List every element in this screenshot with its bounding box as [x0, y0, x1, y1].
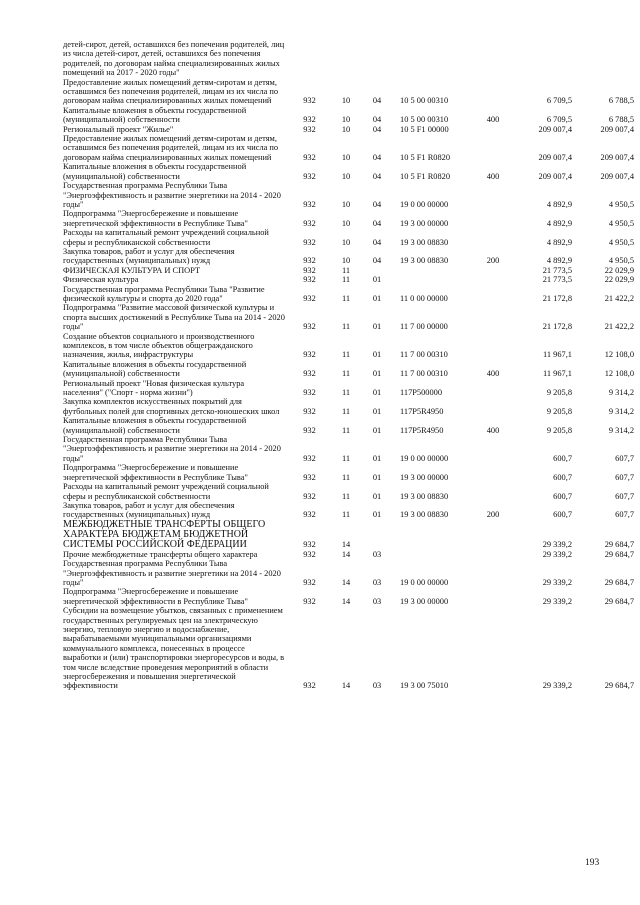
expense-type-code — [470, 228, 516, 247]
subsection-code: 04 — [372, 256, 382, 266]
amount-year-1: 4 892,9 — [546, 237, 572, 247]
expense-type-code: 400 — [486, 171, 500, 181]
subsection-code: 03 — [372, 549, 382, 559]
expense-type-code — [470, 303, 516, 331]
ministry-code: 932 — [303, 425, 316, 435]
amount-year-2: 9 314,2 — [608, 425, 634, 435]
row-name: детей-сирот, детей, оставшихся без попечения родителей, лиц из числа детей-сирот, детей, оставшихся без попечения родителей, по договорам найма специализированных жилых помещений на 2017 - 2020 годы" — [63, 40, 285, 78]
row-name: Государственная программа Республики Тыва "Энергоэффективность и развитие энергетики на 2014 - 2020 годы" — [63, 181, 281, 209]
ministry-code: 932 — [303, 596, 316, 606]
section-code: 11 — [341, 293, 351, 303]
subsection-code: 04 — [372, 152, 382, 162]
table-row — [63, 125, 634, 134]
amount-year-1: 9 205,8 — [546, 388, 572, 398]
target-article-code: 117P500000 — [400, 388, 443, 398]
table-row — [63, 228, 634, 247]
table-row — [63, 303, 634, 331]
ministry-code: 932 — [303, 322, 316, 332]
ministry-code: 932 — [303, 406, 316, 416]
target-article-code: 10 5 F1 R0820 — [400, 171, 451, 181]
ministry-code — [289, 40, 330, 78]
subsection-code: 01 — [372, 275, 382, 285]
amount-year-2: 4 950,5 — [608, 199, 634, 209]
expense-type-code — [470, 134, 516, 162]
amount-year-1: 4 892,9 — [546, 256, 572, 266]
expense-type-code — [470, 559, 516, 587]
subsection-code: 01 — [372, 293, 382, 303]
page-number: 193 — [585, 858, 600, 868]
expense-type-code — [470, 520, 516, 550]
ministry-code: 932 — [303, 293, 316, 303]
amount-year-2: 12 108,0 — [604, 350, 634, 360]
amount-year-1: 9 205,8 — [546, 425, 572, 435]
table-row — [63, 285, 634, 304]
section-code: 10 — [341, 152, 351, 162]
target-article-code: 19 3 00 00000 — [400, 218, 449, 228]
subsection-code: 01 — [372, 406, 382, 416]
amount-year-2: 29 684,7 — [604, 540, 634, 550]
amount-year-1: 209 007,4 — [538, 171, 572, 181]
target-article-code: 117P5R4950 — [400, 406, 444, 416]
section-code: 10 — [341, 237, 351, 247]
section-code: 14 — [341, 596, 351, 606]
row-name: Субсидии на возмещение убытков, связанных с применением государственных регулируемых цен на электрическую энергию, тепловую энергию и водоснабжение, вырабатываемыми муниципальными организациями коммунального комплекса, понесенных в процессе выработки и (или) транспортировки энергоресурсов и воды, в том числе вследствие проведения мероприятий в области энергосбережения и повышения энергетической эффективности — [63, 606, 285, 691]
amount-year-2: 4 950,5 — [608, 218, 634, 228]
ministry-code: 932 — [303, 388, 316, 398]
amount-year-2: 607,7 — [615, 510, 634, 520]
row-name: МЕЖБЮДЖЕТНЫЕ ТРАНСФЕРТЫ ОБЩЕГО ХАРАКТЕРА БЮДЖЕТАМ БЮДЖЕТНОЙ СИСТЕМЫ РОССИЙСКОЙ ФЕДЕРАЦИИ — [63, 518, 266, 550]
table-row — [63, 520, 634, 550]
ministry-code: 932 — [303, 199, 316, 209]
section-code: 10 — [341, 199, 351, 209]
table-row — [63, 379, 634, 398]
table-row — [63, 266, 634, 275]
target-article-code: 11 7 00 00310 — [400, 350, 448, 360]
table-row — [63, 106, 634, 125]
amount-year-2: 4 950,5 — [608, 256, 634, 266]
amount-year-2: 6 788,5 — [608, 115, 634, 125]
amount-year-1: 600,7 — [553, 472, 572, 482]
amount-year-1: 29 339,2 — [542, 596, 572, 606]
row-name: Прочие межбюджетные трансферты общего характера — [63, 549, 258, 559]
section-code: 11 — [341, 406, 351, 416]
amount-year-2: 22 029,9 — [604, 275, 634, 285]
row-name: Расходы на капитальный ремонт учреждений социальной сферы и республиканской собственности — [63, 228, 269, 247]
expense-type-code — [470, 606, 516, 691]
target-article-code: 19 0 00 00000 — [400, 199, 449, 209]
amount-year-1: 11 967,1 — [542, 350, 572, 360]
row-name: Предоставление жилых помещений детям-сиротам и детям, оставшимся без попечения родителей, лицам из их числа по договорам найма специализированных жилых помещений — [63, 77, 279, 106]
subsection-code: 01 — [372, 322, 382, 332]
ministry-code: 932 — [303, 218, 316, 228]
row-name: Создание объектов социального и производственного комплексов, в том числе объектов общегражданского назначения, жилья, инфраструктуры — [63, 331, 255, 360]
table-row — [63, 181, 634, 209]
table-row — [63, 606, 634, 691]
ministry-code: 932 — [303, 265, 316, 275]
expense-type-code — [470, 209, 516, 228]
section-code: 11 — [341, 322, 351, 332]
subsection-code — [362, 520, 392, 550]
ministry-code: 932 — [303, 152, 316, 162]
subsection-code: 04 — [372, 237, 382, 247]
subsection-code: 04 — [372, 218, 382, 228]
budget-table-body — [63, 40, 634, 691]
table-row — [63, 416, 634, 435]
expense-type-code — [470, 78, 516, 106]
target-article-code: 19 3 00 00000 — [400, 472, 449, 482]
amount-year-1: 21 773,5 — [542, 265, 572, 275]
ministry-code: 932 — [303, 275, 316, 285]
amount-year-1: 11 967,1 — [542, 369, 572, 379]
row-name: Подпрограмма "Энергосбережение и повышение энергетической эффективности в Республике Тыва" — [63, 209, 248, 228]
amount-year-2: 6 788,5 — [608, 96, 634, 106]
target-article-code — [392, 266, 470, 275]
row-name: Расходы на капитальный ремонт учреждений социальной сферы и республиканской собственности — [63, 482, 269, 501]
expense-type-code — [470, 482, 516, 501]
section-code: 11 — [341, 275, 351, 285]
row-name: Физическая культура — [63, 275, 139, 285]
subsection-code: 01 — [372, 472, 382, 482]
row-name: Государственная программа Республики Тыва "Энергоэффективность и развитие энергетики на 2014 - 2020 годы" — [63, 559, 281, 587]
amount-year-1: 600,7 — [553, 491, 572, 501]
subsection-code: 01 — [372, 388, 382, 398]
ministry-code: 932 — [303, 115, 316, 125]
target-article-code: 19 0 00 00000 — [400, 453, 449, 463]
budget-table — [63, 40, 634, 691]
table-row — [63, 501, 634, 520]
expense-type-code — [470, 435, 516, 463]
expense-type-code: 200 — [486, 256, 500, 266]
row-name: Подпрограмма "Развитие массовой физической культуры и спорта высших достижений в Республике Тыва на 2014 - 2020 годы" — [63, 303, 285, 332]
row-name: Государственная программа Республики Тыва "Развитие физической культуры и спорта до 2020 года" — [63, 284, 265, 303]
amount-year-2: 29 684,7 — [604, 549, 634, 559]
expense-type-code — [470, 275, 516, 284]
amount-year-1: 6 709,5 — [546, 115, 572, 125]
table-row — [63, 78, 634, 106]
amount-year-2: 29 684,7 — [604, 596, 634, 606]
row-name: Капитальные вложения в объекты государственной (муниципальной) собственности — [63, 162, 247, 181]
table-row — [63, 482, 634, 501]
amount-year-2: 22 029,9 — [604, 265, 634, 275]
row-name: Капитальные вложения в объекты государственной (муниципальной) собственности — [63, 359, 247, 379]
expense-type-code: 200 — [486, 510, 500, 520]
amount-year-1: 6 709,5 — [546, 96, 572, 106]
amount-year-2 — [572, 40, 634, 78]
ministry-code: 932 — [303, 472, 316, 482]
table-row — [63, 587, 634, 606]
subsection-code: 03 — [372, 681, 382, 691]
amount-year-2: 4 950,5 — [608, 237, 634, 247]
amount-year-2: 9 314,2 — [608, 388, 634, 398]
row-name: Предоставление жилых помещений детям-сиротам и детям, оставшимся без попечения родителей, лицам из их числа по договорам найма специализированных жилых помещений — [63, 134, 279, 162]
ministry-code: 932 — [303, 577, 316, 587]
target-article-code: 117P5R4950 — [400, 425, 444, 435]
amount-year-2: 209 007,4 — [600, 171, 634, 181]
ministry-code: 932 — [303, 96, 316, 106]
section-code: 11 — [341, 491, 351, 501]
subsection-code: 01 — [372, 369, 382, 379]
subsection-code: 01 — [372, 453, 382, 463]
target-article-code: 11 7 00 00000 — [400, 322, 448, 332]
section-code: 11 — [341, 453, 351, 463]
target-article-code — [392, 275, 470, 284]
expense-type-code — [470, 550, 516, 559]
row-name: Закупка комплектов искусственных покрытий для футбольных полей для спортивных детско-юношеских школ — [63, 397, 280, 416]
target-article-code: 19 0 00 00000 — [400, 577, 449, 587]
subsection-code: 01 — [372, 425, 382, 435]
subsection-code: 04 — [372, 115, 382, 125]
ministry-code: 932 — [303, 491, 316, 501]
target-article-code — [392, 550, 470, 559]
amount-year-2: 209 007,4 — [600, 152, 634, 162]
section-code: 10 — [341, 124, 351, 134]
amount-year-2: 607,7 — [615, 491, 634, 501]
row-name: Капитальные вложения в объекты государственной (муниципальной) собственности — [63, 105, 247, 125]
expense-type-code — [470, 332, 516, 360]
expense-type-code — [470, 181, 516, 209]
amount-year-1: 29 339,2 — [542, 577, 572, 587]
row-name: Закупка товаров, работ и услуг для обеспечения государственных (муниципальных) нужд — [63, 500, 235, 520]
ministry-code: 932 — [303, 540, 316, 550]
expense-type-code: 400 — [486, 115, 500, 125]
expense-type-code — [470, 587, 516, 606]
table-row — [63, 360, 634, 379]
section-code: 14 — [341, 540, 351, 550]
section-code: 11 — [341, 510, 351, 520]
amount-year-2: 9 314,2 — [608, 406, 634, 416]
section-code: 10 — [341, 218, 351, 228]
table-row — [63, 134, 634, 162]
target-article-code: 19 3 00 75010 — [400, 681, 449, 691]
amount-year-1: 600,7 — [553, 510, 572, 520]
amount-year-1: 29 339,2 — [542, 549, 572, 559]
subsection-code: 04 — [372, 199, 382, 209]
subsection-code: 03 — [372, 596, 382, 606]
amount-year-2: 607,7 — [615, 472, 634, 482]
section-code: 11 — [341, 425, 351, 435]
amount-year-1: 21 172,8 — [542, 322, 572, 332]
row-name: Капитальные вложения в объекты государственной (муниципальной) собственности — [63, 416, 247, 435]
amount-year-1: 9 205,8 — [546, 406, 572, 416]
amount-year-2: 29 684,7 — [604, 577, 634, 587]
amount-year-1: 209 007,4 — [538, 152, 572, 162]
subsection-code: 01 — [372, 510, 382, 520]
table-row — [63, 397, 634, 416]
section-code: 10 — [341, 256, 351, 266]
target-article-code: 19 3 00 08830 — [400, 256, 449, 266]
target-article-code: 10 5 F1 00000 — [400, 124, 449, 134]
target-article-code: 19 3 00 08830 — [400, 510, 449, 520]
amount-year-1: 29 339,2 — [542, 681, 572, 691]
amount-year-2: 209 007,4 — [600, 124, 634, 134]
subsection-code — [362, 266, 392, 275]
expense-type-code — [470, 379, 516, 398]
row-name: Региональный проект "Жилье" — [63, 124, 174, 134]
table-row — [63, 247, 634, 266]
amount-year-2: 29 684,7 — [604, 681, 634, 691]
expense-type-code — [470, 125, 516, 134]
subsection-code: 03 — [372, 577, 382, 587]
expense-type-code — [470, 285, 516, 304]
subsection-code — [362, 40, 392, 78]
amount-year-2: 21 422,2 — [604, 293, 634, 303]
amount-year-1: 4 892,9 — [546, 218, 572, 228]
ministry-code: 932 — [303, 369, 316, 379]
amount-year-1: 29 339,2 — [542, 540, 572, 550]
target-article-code: 11 0 00 00000 — [400, 293, 448, 303]
expense-type-code — [470, 463, 516, 482]
table-row — [63, 463, 634, 482]
section-code: 10 — [341, 96, 351, 106]
section-code: 11 — [341, 265, 351, 275]
target-article-code: 10 5 00 00310 — [400, 96, 449, 106]
target-article-code: 10 5 00 00310 — [400, 115, 449, 125]
row-name: ФИЗИЧЕСКАЯ КУЛЬТУРА И СПОРТ — [63, 265, 201, 275]
ministry-code: 932 — [303, 124, 316, 134]
table-row — [63, 40, 634, 78]
table-row — [63, 275, 634, 284]
ministry-code: 932 — [303, 681, 316, 691]
target-article-code: 11 7 00 00310 — [400, 369, 448, 379]
section-code: 10 — [341, 115, 351, 125]
amount-year-1: 4 892,9 — [546, 199, 572, 209]
section-code: 11 — [341, 350, 351, 360]
target-article-code — [392, 520, 470, 550]
section-code: 11 — [341, 388, 351, 398]
section-code: 14 — [341, 549, 351, 559]
target-article-code — [392, 40, 470, 78]
amount-year-1: 21 773,5 — [542, 275, 572, 285]
row-name: Подпрограмма "Энергосбережение и повышение энергетической эффективности в Республике Тыва" — [63, 463, 248, 482]
table-row — [63, 559, 634, 587]
expense-type-code — [470, 266, 516, 275]
amount-year-1: 209 007,4 — [538, 124, 572, 134]
row-name: Региональный проект "Новая физическая культура населения" ("Спорт - норма жизни") — [63, 378, 245, 398]
ministry-code: 932 — [303, 549, 316, 559]
table-row — [63, 550, 634, 559]
amount-year-2: 21 422,2 — [604, 322, 634, 332]
ministry-code: 932 — [303, 171, 316, 181]
subsection-code: 04 — [372, 124, 382, 134]
table-row — [63, 435, 634, 463]
amount-year-1: 600,7 — [553, 453, 572, 463]
expense-type-code: 400 — [486, 369, 500, 379]
table-row — [63, 162, 634, 181]
section-code — [330, 40, 362, 78]
target-article-code: 19 3 00 08830 — [400, 237, 449, 247]
ministry-code: 932 — [303, 453, 316, 463]
subsection-code: 04 — [372, 171, 382, 181]
subsection-code: 01 — [372, 350, 382, 360]
subsection-code: 04 — [372, 96, 382, 106]
amount-year-1 — [516, 40, 572, 78]
amount-year-2: 607,7 — [615, 453, 634, 463]
row-name: Государственная программа Республики Тыва "Энергоэффективность и развитие энергетики на 2014 - 2020 годы" — [63, 435, 281, 463]
section-code: 10 — [341, 171, 351, 181]
target-article-code: 10 5 F1 R0820 — [400, 152, 451, 162]
amount-year-1: 21 172,8 — [542, 293, 572, 303]
row-name: Подпрограмма "Энергосбережение и повышение энергетической эффективности в Республике Тыва" — [63, 587, 248, 606]
ministry-code: 932 — [303, 237, 316, 247]
section-code: 14 — [341, 681, 351, 691]
expense-type-code — [470, 397, 516, 416]
table-row — [63, 332, 634, 360]
subsection-code: 01 — [372, 491, 382, 501]
table-row — [63, 209, 634, 228]
amount-year-2: 12 108,0 — [604, 369, 634, 379]
expense-type-code — [470, 40, 516, 78]
section-code: 14 — [341, 577, 351, 587]
target-article-code: 19 3 00 08830 — [400, 491, 449, 501]
ministry-code: 932 — [303, 350, 316, 360]
row-name: Закупка товаров, работ и услуг для обеспечения государственных (муниципальных) нужд — [63, 246, 235, 266]
section-code: 11 — [341, 472, 351, 482]
ministry-code: 932 — [303, 256, 316, 266]
ministry-code: 932 — [303, 510, 316, 520]
expense-type-code: 400 — [486, 425, 500, 435]
section-code: 11 — [341, 369, 351, 379]
target-article-code: 19 3 00 00000 — [400, 596, 449, 606]
